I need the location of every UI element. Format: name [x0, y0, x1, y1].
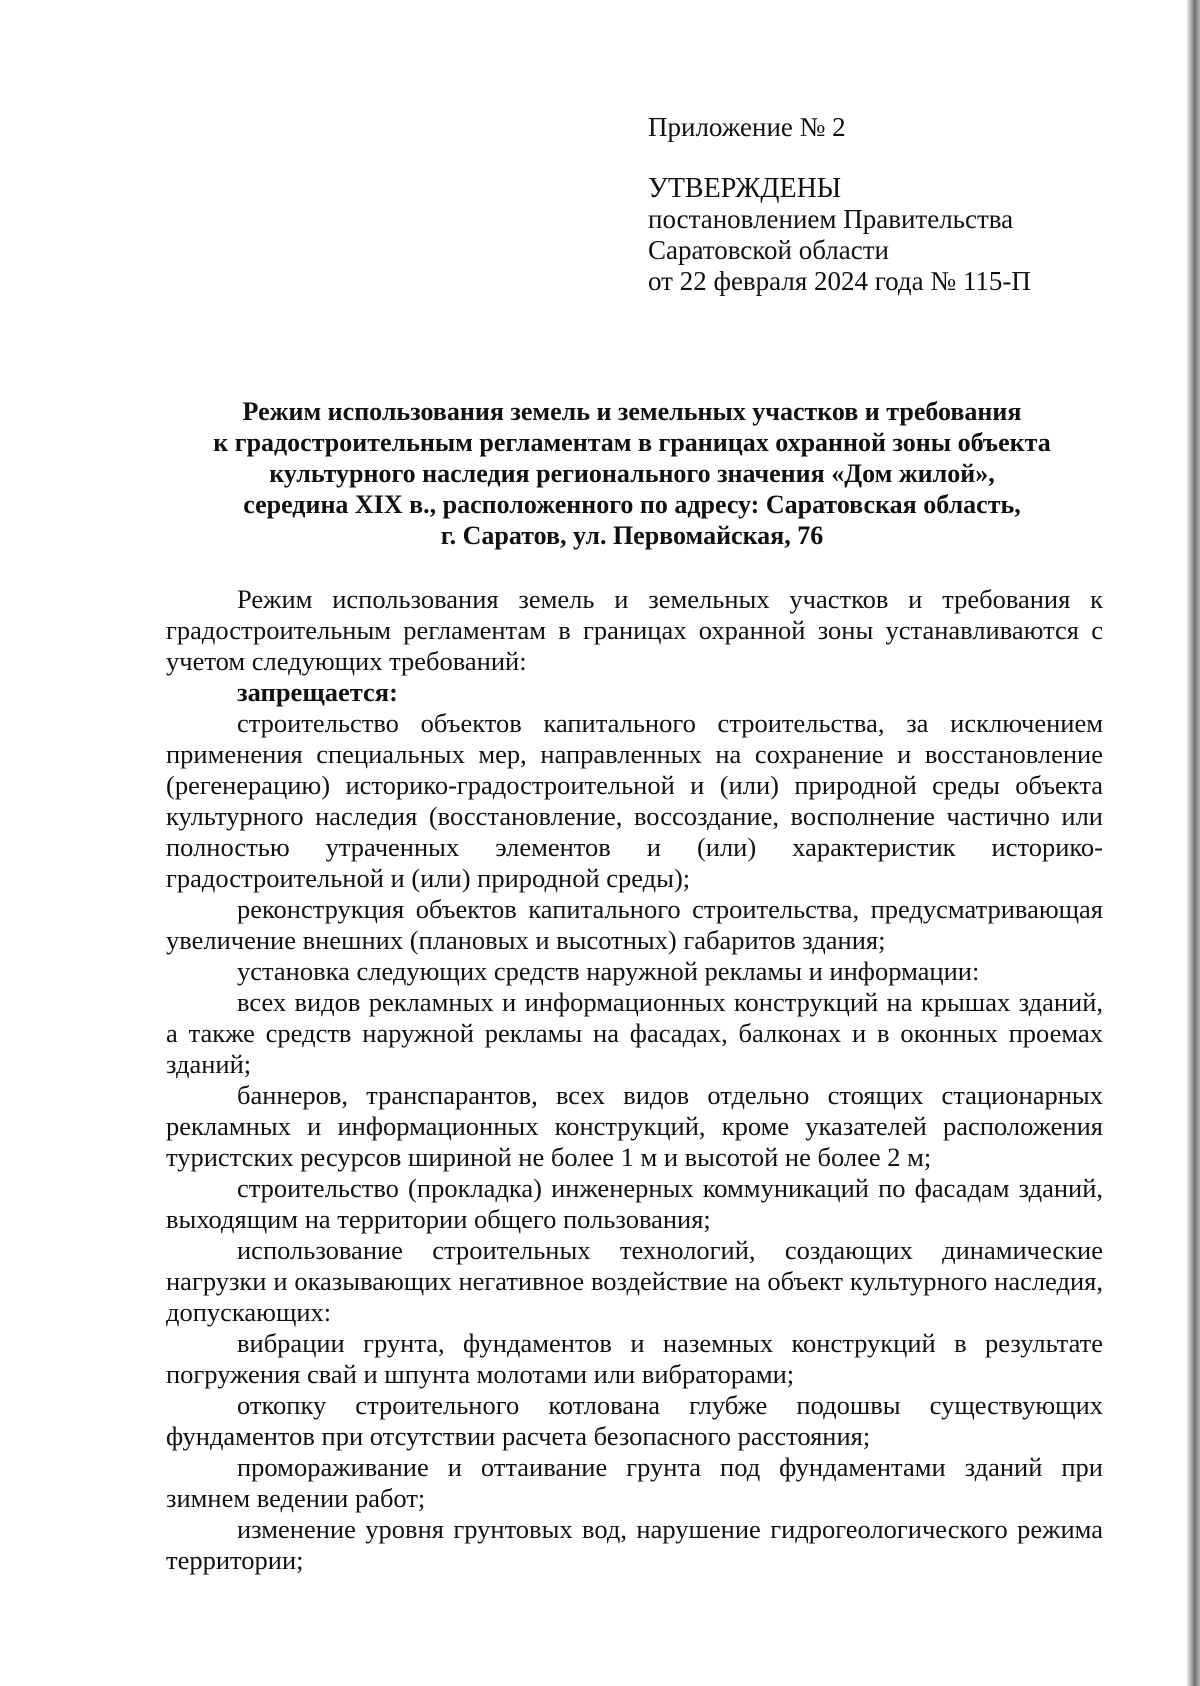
- title-line: Режим использования земель и земельных участков и требования: [242, 397, 1022, 426]
- document-body: [166, 584, 1103, 1576]
- annex-number: Приложение № 2: [648, 112, 846, 142]
- paragraph-intro: Режим использования земель и земельных участков и требования к градостроительным регламентам в границах охранной зоны устанавливаются с учетом следующих требований:: [166, 584, 1103, 676]
- paragraph: откопку строительного котлована глубже подошвы существующих фундаментов при отсутствии расчета безопасного расстояния;: [166, 1390, 1103, 1451]
- paragraph: изменение уровня грунтовых вод, нарушение гидрогеологического режима территории;: [166, 1514, 1103, 1575]
- approval-line: от 22 февраля 2024 года № 115-П: [648, 266, 1031, 296]
- prohibited-heading: запрещается:: [237, 677, 398, 707]
- approved-heading: УТВЕРЖДЕНЫ: [648, 173, 842, 204]
- scan-edge-shadow: [1186, 0, 1200, 1686]
- approval-line: постановлением Правительства: [648, 204, 1014, 234]
- title-line: середина XIX в., расположенного по адресу: Саратовская область,: [243, 490, 1021, 519]
- title-line: культурного наследия регионального значения «Дом жилой»,: [269, 459, 995, 488]
- title-line: к градостроительным регламентам в границах охранной зоны объекта: [213, 428, 1051, 457]
- paragraph: реконструкция объектов капитального строительства, предусматривающая увеличение внешних (плановых и высотных) габаритов здания;: [166, 894, 1103, 955]
- document-title: [140, 396, 1124, 551]
- paragraph: установка следующих средств наружной рекламы и информации:: [237, 956, 980, 986]
- approval-line: Саратовской области: [648, 235, 889, 265]
- approval-block: [648, 112, 1128, 297]
- paragraph: баннеров, транспарантов, всех видов отдельно стоящих стационарных рекламных и информационных конструкций, кроме указателей расположения туристских ресурсов шириной не более 1 м и высотой не более 2 м;: [166, 1080, 1103, 1172]
- paragraph: промораживание и оттаивание грунта под фундаментами зданий при зимнем ведении работ;: [166, 1452, 1103, 1513]
- paragraph: всех видов рекламных и информационных конструкций на крышах зданий, а также средств наружной рекламы на фасадах, балконах и в оконных проемах зданий;: [166, 987, 1103, 1079]
- paragraph: строительство объектов капитального строительства, за исключением применения специальных мер, направленных на сохранение и восстановление (регенерацию) историко-градостроительной и (или) природной среды объекта культурного наследия (восстановление, воссоздание, восполнение частично или полностью утраченных элементов и (или) характеристик историко-градостроительной и (или) природной среды);: [166, 708, 1103, 893]
- title-line: г. Саратов, ул. Первомайская, 76: [440, 521, 824, 550]
- paragraph: вибрации грунта, фундаментов и наземных конструкций в результате погружения свай и шпунта молотами или вибраторами;: [166, 1328, 1103, 1389]
- paragraph: строительство (прокладка) инженерных коммуникаций по фасадам зданий, выходящим на территории общего пользования;: [166, 1173, 1103, 1234]
- paragraph: использование строительных технологий, создающих динамические нагрузки и оказывающих негативное воздействие на объект культурного наследия, допускающих:: [166, 1235, 1103, 1327]
